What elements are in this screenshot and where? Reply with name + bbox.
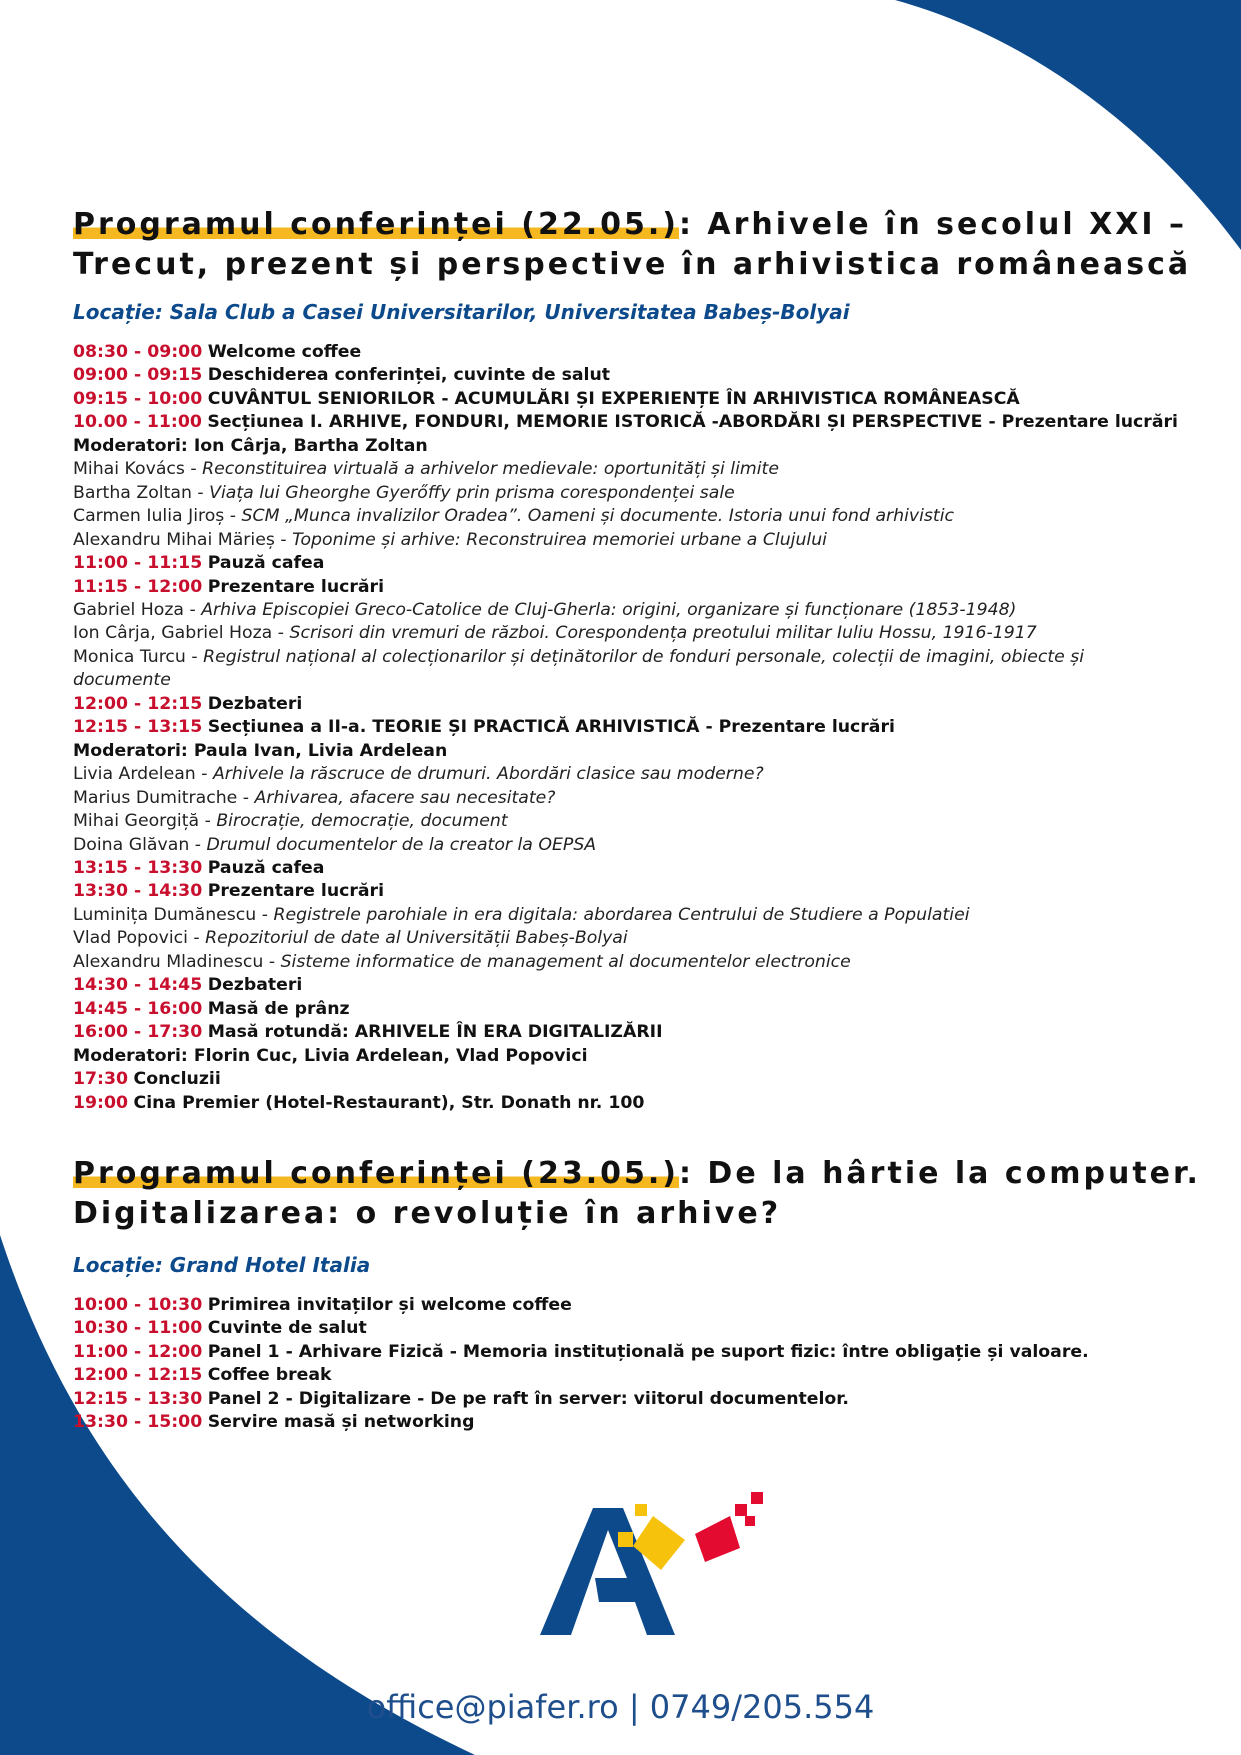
schedule-item: [73, 857, 1183, 880]
schedule-item: [73, 763, 1183, 786]
schedule-item: [73, 646, 1183, 693]
footer-contact: office@piafer.ro | 0749/205.554: [366, 1688, 875, 1726]
day1-title-highlight: Programul conferinței (22.05.): [73, 207, 679, 242]
schedule-item: [73, 1092, 1183, 1115]
schedule-item: [73, 1068, 1183, 1091]
schedule-label: Dezbateri: [207, 693, 303, 714]
schedule-time: 09:00 - 09:15: [73, 365, 203, 386]
logo-red-shape: [695, 1516, 740, 1562]
schedule-item: [73, 740, 1183, 763]
presentation-author: Doina Glăvan -: [73, 834, 207, 855]
day2-title-line1: [73, 1154, 1201, 1194]
day2-title-line2: Digitalizarea: o revoluție în arhive?: [73, 1196, 782, 1231]
schedule-time: 16:00 - 17:30: [73, 1022, 203, 1043]
schedule-item: [73, 482, 1183, 505]
schedule-time: 12:15 - 13:15: [73, 717, 203, 738]
logo-yellow-square-left: [618, 1532, 633, 1547]
schedule-item: [73, 388, 1183, 411]
presentation-author: Livia Ardelean -: [73, 764, 213, 785]
schedule-item: [73, 341, 1183, 364]
schedule-item: [73, 1317, 1183, 1340]
schedule-time: 10.00 - 11:00: [73, 412, 202, 433]
schedule-item: [73, 622, 1183, 645]
schedule-label: Primirea invitaților și welcome coffee: [207, 1295, 572, 1315]
presentation-author: Luminița Dumănescu -: [73, 904, 274, 925]
schedule-item: [73, 834, 1183, 857]
schedule-item: [73, 1364, 1183, 1387]
moderators: Moderatori: Paula Ivan, Livia Ardelean: [73, 740, 448, 761]
presentation-title: Repozitoriul de date al Universității Babeș-Bolyai: [205, 928, 628, 949]
schedule-item: [73, 529, 1183, 552]
schedule-label: Servire masă și networking: [207, 1412, 475, 1433]
day1-schedule: [73, 341, 1183, 1115]
presentation-author: Vlad Popovici -: [73, 928, 206, 949]
schedule-time: 14:30 - 14:45: [73, 975, 203, 996]
schedule-item: [73, 505, 1183, 528]
logo-red-square-3: [745, 1516, 755, 1526]
presentation-author: Alexandru Mladinescu -: [73, 951, 281, 972]
schedule-label: CUVÂNTUL SENIORILOR - ACUMULĂRI ȘI EXPERIENȚE ÎN ARHIVISTICA ROMÂNEASCĂ: [207, 388, 1020, 409]
schedule-time: 10:00 - 10:30: [73, 1295, 203, 1315]
schedule-label: Cina Premier (Hotel-Restaurant), Str. Donath nr. 100: [133, 1092, 645, 1113]
schedule-time: 13:30 - 15:00: [73, 1412, 203, 1433]
piafer-logo-icon: [535, 1490, 785, 1640]
schedule-time: 10:30 - 11:00: [73, 1318, 203, 1339]
moderators: Moderatori: Ion Cârja, Bartha Zoltan: [73, 435, 428, 456]
schedule-label: Deschiderea conferinței, cuvinte de salut: [207, 365, 611, 386]
schedule-label: Secțiunea I. ARHIVE, FONDURI, MEMORIE ISTORICĂ -ABORDĂRI ȘI PERSPECTIVE - Prezentare lucrări: [207, 412, 1178, 433]
schedule-label: Panel 2 - Digitalizare - De pe raft în server: viitorul documentelor.: [207, 1388, 849, 1409]
logo-red-square-2: [751, 1492, 763, 1504]
schedule-time: 19:00: [73, 1092, 129, 1113]
schedule-item: [73, 576, 1183, 599]
day2-schedule: [73, 1294, 1183, 1435]
presentation-author: Ion Cârja, Gabriel Hoza -: [73, 623, 290, 644]
schedule-label: Masă de prânz: [207, 998, 350, 1019]
schedule-label: Welcome coffee: [207, 342, 362, 362]
schedule-label: Concluzii: [133, 1069, 221, 1090]
presentation-author: Monica Turcu -: [73, 646, 204, 667]
schedule-item: [73, 1021, 1183, 1044]
day2-location: Locație: Grand Hotel Italia: [73, 1253, 371, 1277]
schedule-label: Secțiunea a II-a. TEORIE ȘI PRACTICĂ ARHIVISTICĂ - Prezentare lucrări: [207, 717, 895, 738]
schedule-item: [73, 364, 1183, 387]
presentation-title: Arhivarea, afacere sau necesitate?: [254, 787, 556, 808]
day2-title-highlight: Programul conferinței (23.05.): [73, 1156, 679, 1191]
presentation-author: Mihai Kovács -: [73, 459, 203, 480]
schedule-time: 13:30 - 14:30: [73, 881, 203, 902]
schedule-item: [73, 974, 1183, 997]
logo-red-square-1: [735, 1504, 747, 1516]
schedule-item: [73, 435, 1183, 458]
schedule-item: [73, 693, 1183, 716]
presentation-author: Bartha Zoltan -: [73, 482, 210, 503]
schedule-item: [73, 951, 1183, 974]
schedule-label: Prezentare lucrări: [207, 576, 385, 597]
schedule-item: [73, 599, 1183, 622]
presentation-title: Registrul național al colecționarilor și deținătorilor de fonduri personale, colecții de imagini, obiecte și documente: [73, 646, 1085, 691]
schedule-item: [73, 458, 1183, 481]
schedule-item: [73, 787, 1183, 810]
schedule-item: [73, 904, 1183, 927]
day1-title-rest: : Arhivele în secolul XXI –: [678, 207, 1187, 242]
schedule-time: 08:30 - 09:00: [73, 342, 203, 362]
schedule-time: 09:15 - 10:00: [73, 388, 203, 409]
presentation-title: Scrisori din vremuri de război. Corespondența preotului militar Iuliu Hossu, 1916-1917: [289, 623, 1037, 644]
schedule-time: 12:15 - 13:30: [73, 1388, 203, 1409]
presentation-title: Arhivele la răscruce de drumuri. Abordări clasice sau moderne?: [212, 764, 764, 785]
presentation-title: Arhiva Episcopiei Greco-Catolice de Cluj-Gherla: origini, organizare și funcționare (1853-1948): [201, 599, 1017, 620]
schedule-item: [73, 1388, 1183, 1411]
schedule-item: [73, 411, 1183, 434]
day2-title-rest: : De la hârtie la computer.: [678, 1156, 1201, 1191]
schedule-item: [73, 927, 1183, 950]
schedule-item: [73, 716, 1183, 739]
schedule-item: [73, 880, 1183, 903]
presentation-author: Gabriel Hoza -: [73, 599, 202, 620]
schedule-label: Pauză cafea: [207, 857, 325, 878]
schedule-time: 11:00 - 12:00: [73, 1341, 203, 1362]
presentation-title: Registrele parohiale in era digitala: abordarea Centrului de Studiere a Populatiei: [273, 904, 970, 925]
presentation-title: Reconstituirea virtuală a arhivelor medievale: oportunități și limite: [202, 459, 779, 480]
schedule-label: Cuvinte de salut: [207, 1318, 367, 1339]
schedule-time: 11:00 - 11:15: [73, 553, 203, 574]
schedule-item: [73, 552, 1183, 575]
day1-title-line1: [73, 205, 1187, 245]
presentation-title: Drumul documentelor de la creator la OEPSA: [206, 834, 597, 855]
schedule-item: [73, 1294, 1183, 1317]
schedule-label: Masă rotundă: ARHIVELE ÎN ERA DIGITALIZĂRII: [207, 1022, 663, 1043]
schedule-time: 13:15 - 13:30: [73, 857, 203, 878]
presentation-author: Carmen Iulia Jiroș -: [73, 506, 242, 527]
presentation-title: Sisteme informatice de management al documentelor electronice: [280, 951, 851, 972]
schedule-time: 17:30: [73, 1069, 129, 1090]
schedule-time: 12:00 - 12:15: [73, 693, 203, 714]
schedule-label: Panel 1 - Arhivare Fizică - Memoria instituțională pe suport fizic: între obligație și valoare.: [207, 1341, 1089, 1362]
schedule-label: Prezentare lucrări: [207, 881, 385, 902]
schedule-item: [73, 1411, 1183, 1434]
day2-title: [73, 1154, 1201, 1234]
day1-title-line2: Trecut, prezent și perspective în arhivistica românească: [73, 247, 1192, 282]
day1-title: [73, 205, 1192, 285]
schedule-label: Pauză cafea: [207, 553, 325, 574]
schedule-label: Dezbateri: [207, 975, 303, 996]
presentation-title: Viața lui Gheorghe Gyerőffy prin prisma corespondenței sale: [209, 482, 735, 503]
presentation-author: Mihai Georgiță -: [73, 811, 217, 832]
schedule-time: 14:45 - 16:00: [73, 998, 203, 1019]
schedule-time: 11:15 - 12:00: [73, 576, 203, 597]
schedule-time: 12:00 - 12:15: [73, 1365, 203, 1386]
schedule-item: [73, 1341, 1183, 1364]
schedule-item: [73, 1045, 1183, 1068]
schedule-label: Coffee break: [207, 1365, 332, 1386]
presentation-author: Marius Dumitrache -: [73, 787, 255, 808]
day1-location: Locație: Sala Club a Casei Universitarilor, Universitatea Babeș-Bolyai: [73, 300, 850, 324]
logo-yellow-square-small: [635, 1504, 647, 1516]
presentation-title: Birocrație, democrație, document: [216, 811, 508, 832]
moderators: Moderatori: Florin Cuc, Livia Ardelean, Vlad Popovici: [73, 1045, 588, 1066]
presentation-title: SCM „Munca invalizilor Oradea”. Oameni și documente. Istoria unui fond arhivistic: [241, 506, 955, 527]
schedule-item: [73, 998, 1183, 1021]
schedule-item: [73, 810, 1183, 833]
presentation-title: Toponime și arhive: Reconstruirea memoriei urbane a Clujului: [292, 529, 827, 550]
presentation-author: Alexandru Mihai Märieș -: [73, 529, 293, 550]
